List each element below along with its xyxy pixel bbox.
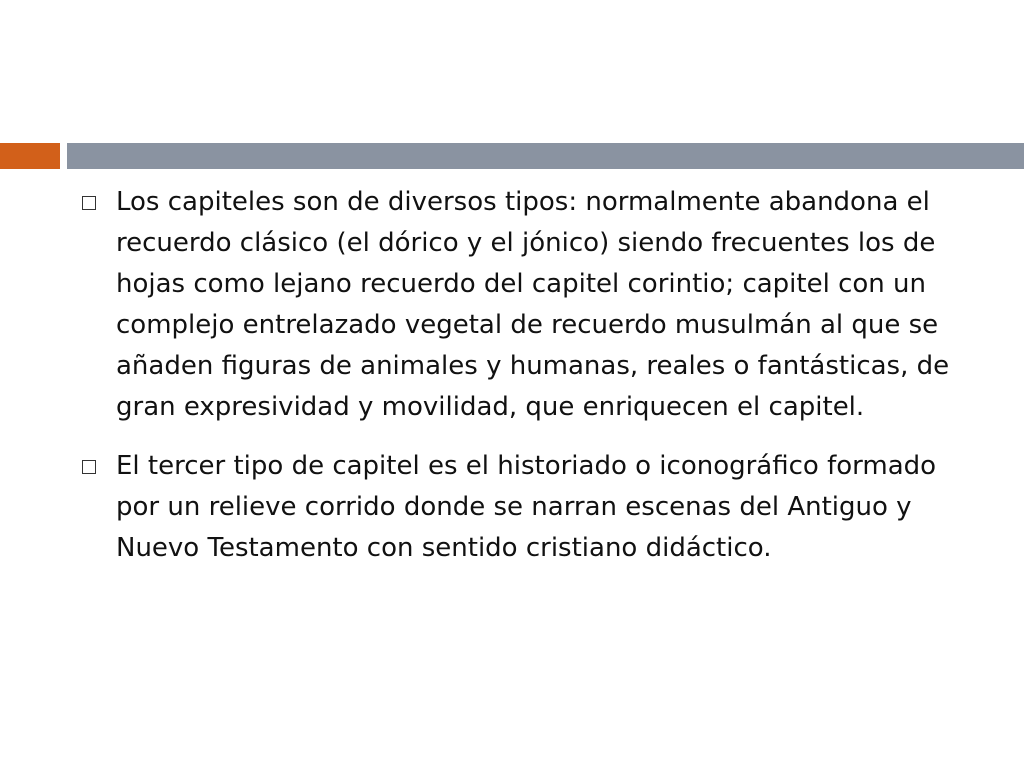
bullet-text: El tercer tipo de capitel es el historiado o iconográfico formado por un relieve corrido donde se narran escenas del Antiguo y Nuevo Testamento con sentido cristiano didáctico. [116,451,937,563]
accent-bar-gray [67,143,1024,169]
accent-bar-orange [0,143,60,169]
bullet-item-capiteles-tipos [80,182,985,428]
hollow-square-bullet-icon [82,196,96,210]
hollow-square-bullet-icon [82,460,96,474]
bullet-text: Los capiteles son de diversos tipos: normalmente abandona el recuerdo clásico (el dórico y el jónico) siendo frecuentes los de hojas como lejano recuerdo del capitel corintio; capitel con un complejo entrelazado vegetal de recuerdo musulmán al que se añaden figuras de animales y humanas, reales o fantásticas, de gran expresividad y movilidad, que enriquecen el capitel. [116,187,950,422]
bullet-item-capitel-historiado [80,446,985,569]
bullet-list [80,182,985,587]
